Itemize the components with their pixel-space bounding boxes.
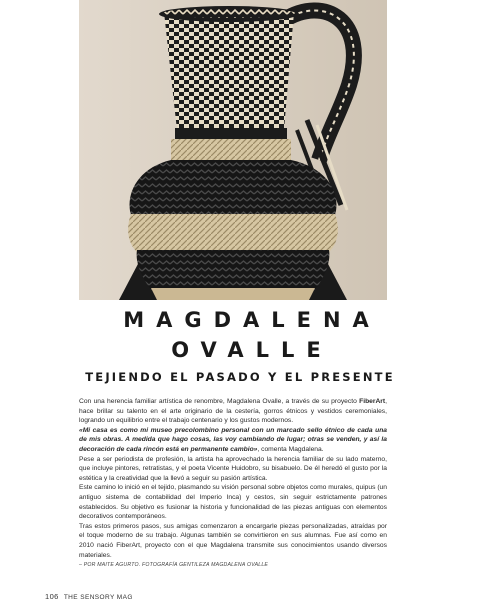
article-body <box>79 397 387 571</box>
paragraph-fiberart: Tras estos primeros pasos, sus amigas comenzaron a encargarle piezas personalizadas, atraídas por el toque moderno de su trabajo. Algunas también se convirtieron en sus alumnas. Fue así como en 2010 nació FiberArt, proyecto con el que Magdalena transmite sus conocimientos usando diversos materiales. <box>79 522 387 559</box>
article-title-line2: OVALLE <box>171 338 333 362</box>
paragraph-intro: Con una herencia familiar artística de renombre, Magdalena Ovalle, a través de su proyecto FiberArt, hace brillar su talento en el arte originario de la cestería, gorros étnicos y vestidos ceremoniales, logrando un equilibrio entre el trabajo centenario y los gustos modernos. <box>79 398 387 425</box>
page-number: 106 <box>45 592 59 601</box>
magazine-name: THE SENSORY MAG <box>63 594 133 601</box>
woven-jug-image <box>79 0 387 300</box>
article-title-line1: MAGDALENA <box>123 308 381 332</box>
brand-name: FiberArt <box>359 398 386 405</box>
page-footer <box>45 592 133 601</box>
paragraph-quote: «Mi casa es como mi museo precolombino personal con un marcado sello étnico de cada una de mis obras. A medida que hago cosas, las voy cambiando de lugar; otras se venden, y así la decoración de cada rincón está en permanente cambio», comenta Magdalena. <box>79 426 387 453</box>
paragraph-heritage: Pese a ser periodista de profesión, la artista ha aprovechado la herencia familiar de su lado materno, que incluye pintores, retratistas, y el poeta Vicente Huidobro, su bisabuelo. De él heredó el gusto por la estética y la creatividad que la llevó a seguir su pasión artística. <box>79 455 387 482</box>
article-subtitle: TEJIENDO EL PASADO Y EL PRESENTE <box>85 370 395 384</box>
article-photo <box>79 0 387 300</box>
pull-quote: «Mi casa es como mi museo precolombino personal con un marcado sello étnico de cada una de mis obras. A medida que hago cosas, las voy cambiando de lugar; otras se venden, y así la decoración de cada rincón está en permanente cambio» <box>79 426 387 453</box>
paragraph-path: Este camino lo inició en el tejido, plasmando su visión personal sobre objetos como murales, quipus (un antiguo sistema de contabilidad del Imperio Inca) y cestos, sin seguir estrictamente patrones establecidos. Su objetivo es fusionar la historia y funcionalidad de las piezas antiguas con elementos decorativos contemporáneos. <box>79 484 387 521</box>
photo-credit: – POR MAITE AGURTO. FOTOGRAFÍA GENTILEZA MAGDALENA OVALLE <box>79 562 269 569</box>
